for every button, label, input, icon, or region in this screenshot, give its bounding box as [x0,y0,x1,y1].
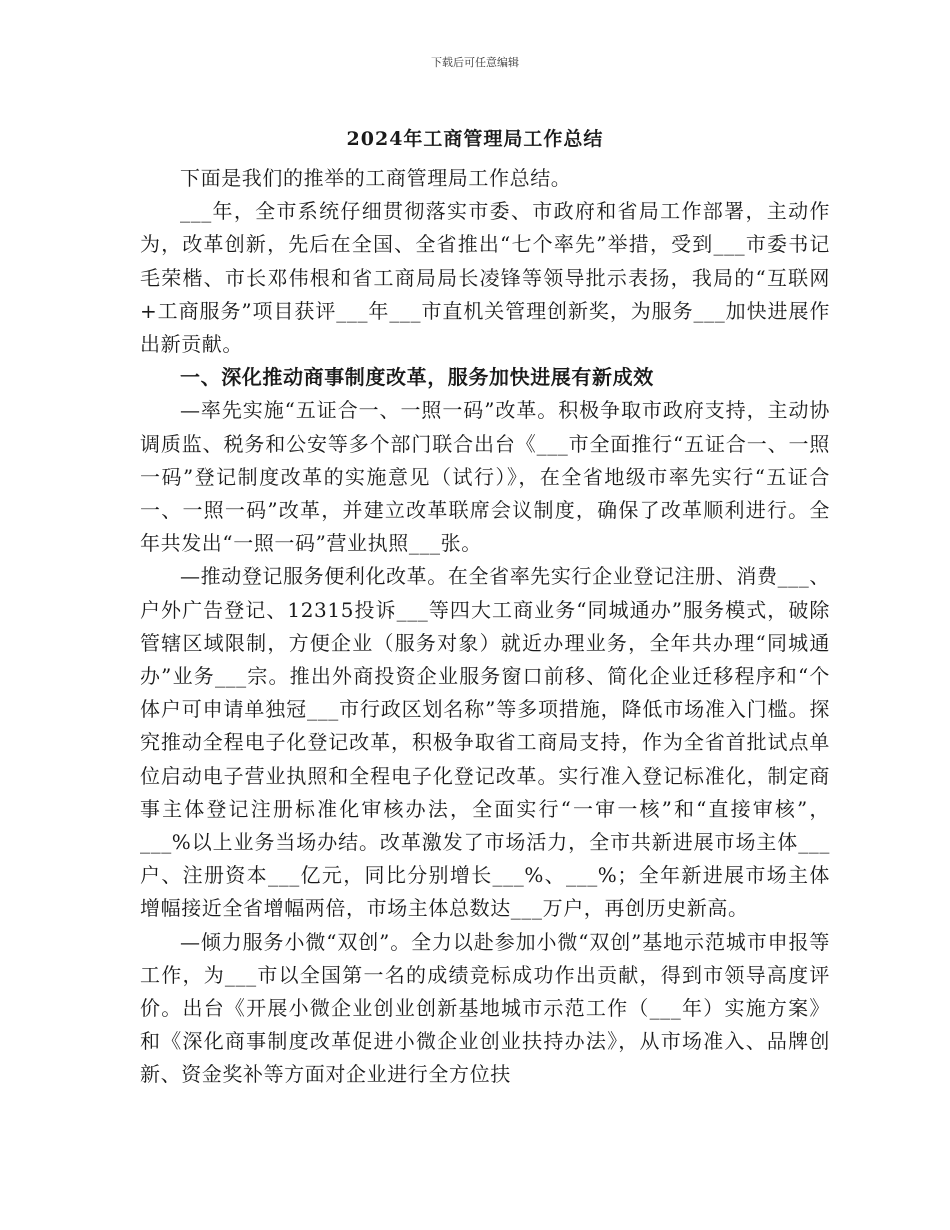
paragraph-3: —推动登记服务便利化改革。在全省率先实行企业登记注册、消费___、户外广告登记、12315投诉___等四大工商业务“同城通办”服务模式，破除管辖区域限制，方便企业（服务对象）就近办理业务，全年共办理“同城通办”业务___宗。推出外商投资企业服务窗口前移、简化企业迁移程序和“个体户可申请单独冠___市行政区划名称”等多项措施，降低市场准入门槛。探究推动全程电子化登记改革，积极争取省工商局支持，作为全省首批试点单位启动电子营业执照和全程电子化登记改革。实行准入登记标准化，制定商事主体登记注册标准化审核办法，全面实行“一审一核”和“直接审核”，___%以上业务当场办结。改革激发了市场活力，全市共新进展市场主体___户、注册资本___亿元，同比分别增长___%、___%；全年新进展市场主体增幅接近全省增幅两倍，市场主体总数达___万户，再创历史新高。 [140,564,830,921]
section-1-heading: 一、深化推动商事制度改革，服务加快进展有新成效 [180,365,654,390]
header-note: 下载后可任意编辑 [431,56,519,69]
paragraph-4: —倾力服务小微“双创”。全力以赴参加小微“双创”基地示范城市申报等工作，为___市以全国第一名的成绩竞标成功作出贡献，得到市领导高度评价。出台《开展小微企业创业创新基地城市示范工作（___年）实施方案》和《深化商事制度改革促进小微企业创业扶持办法》，从市场准入、品牌创新、资金奖补等方面对企业进行全方位扶 [140,929,830,1087]
paragraph-1: ___年，全市系统仔细贯彻落实市委、市政府和省局工作部署，主动作为，改革创新，先后在全国、全省推出“七个率先”举措，受到___市委书记毛荣楷、市长邓伟根和省工商局局长凌锋等领导批示表扬，我局的“互联网+工商服务”项目获评___年___市直机关管理创新奖，为服务___加快进展作出新贡献。 [140,199,830,357]
paragraph-2: —率先实施“五证合一、一照一码”改革。积极争取市政府支持，主动协调质监、税务和公安等多个部门联合出台《___市全面推行“五证合一、一照一码”登记制度改革的实施意见（试行）》，在全省地级市率先实行“五证合一、一照一码”改革，并建立改革联席会议制度，确保了改革顺利进行。全年共发出“一照一码”营业执照___张。 [140,398,830,556]
intro-paragraph: 下面是我们的推举的工商管理局工作总结。 [180,166,572,190]
document-body [140,162,830,1092]
document-title: 2024年工商管理局工作总结 [346,128,604,150]
